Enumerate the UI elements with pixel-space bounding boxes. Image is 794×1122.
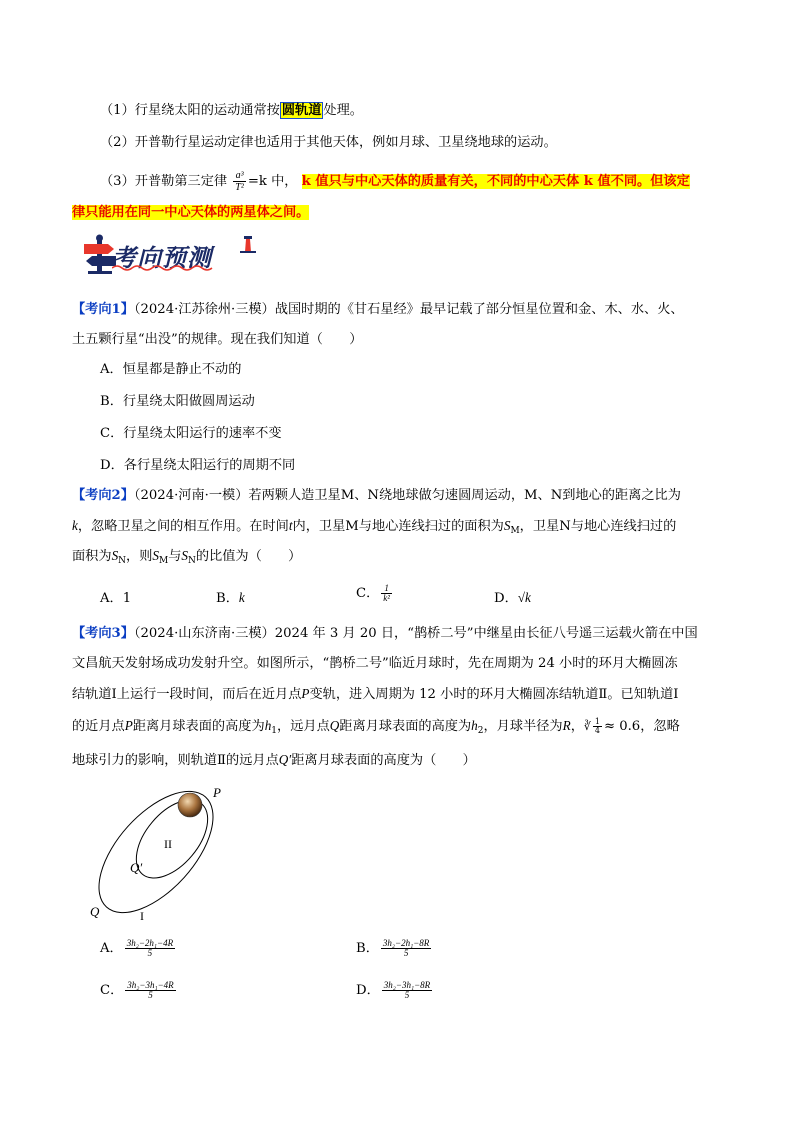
q3-t4k: ， xyxy=(570,719,584,734)
q2-b-label: B． xyxy=(216,591,239,606)
q2-line-2 xyxy=(72,517,676,540)
note-3-cont xyxy=(72,204,309,222)
q3-d-den: 5 xyxy=(404,990,410,1000)
q3-c-frac xyxy=(125,981,175,1000)
orbit-2 xyxy=(123,787,222,891)
lighthouse-icon xyxy=(238,232,258,254)
label-P: P xyxy=(213,785,221,800)
q3-d-label: D． xyxy=(356,983,380,998)
q2-text-1: （2024·河南·一模）若两颗人造卫星M、N绕地球做匀速圆周运动，M、N到地心的距离之比为 xyxy=(133,488,681,503)
q2-c-num: 1 xyxy=(381,584,392,594)
q2-t3g: 的比值为（ ） xyxy=(195,549,302,564)
q2-t3a: 面积为 xyxy=(72,549,112,564)
q3-qp: Q′ xyxy=(278,752,292,767)
q2-sn2: S xyxy=(181,548,188,563)
q3-r: R xyxy=(562,718,571,733)
q3-a-label: A． xyxy=(100,941,123,956)
q3-root-frac xyxy=(593,718,602,735)
section-header xyxy=(78,232,268,274)
q3-root-den: 4 xyxy=(594,726,600,735)
orbit-diagram xyxy=(80,782,240,922)
q2-t2b: ，忽略卫星之间的相互作用。在时间 xyxy=(77,519,289,534)
q2-t3c: ，则 xyxy=(126,549,153,564)
q1-option-a[interactable]: A．恒星都是静止不动的 xyxy=(100,362,242,377)
q3-c-num: 3h₂−3h₁−4R xyxy=(127,980,174,990)
q2-c-frac xyxy=(381,584,392,603)
q2-t2f: ，卫星N与地心连线扫过的 xyxy=(519,519,677,534)
q2-sn: S xyxy=(111,548,119,563)
q2-sm-sub: M xyxy=(510,526,520,536)
q2-c-den: k² xyxy=(383,593,390,603)
q1-line-1 xyxy=(72,301,684,319)
q3-t4e: ，远月点 xyxy=(277,719,330,734)
q2-t3e: 与 xyxy=(168,549,182,564)
q3-t4c: 距离月球表面的高度为 xyxy=(132,719,265,734)
kepler-den: T² xyxy=(235,182,244,193)
q2-sm2: S xyxy=(152,548,159,563)
q1-text-1: （2024·江苏徐州·三模）战国时期的《甘石星经》最早记载了部分恒星位置和金、木、水、火、 xyxy=(133,302,684,317)
moon xyxy=(178,793,202,817)
q2-sm: S xyxy=(503,518,511,533)
q3-option-d[interactable] xyxy=(356,979,434,1000)
q2-line-1 xyxy=(72,487,681,505)
q3-p: P xyxy=(301,686,310,701)
q1-option-c[interactable]: C．行星绕太阳运行的速率不变 xyxy=(100,426,282,441)
q3-c-label: C． xyxy=(100,983,124,998)
note-3-red-b: 律只能用在同一中心天体的两星体之间。 xyxy=(72,205,310,220)
q1-tag: 【考向1】 xyxy=(72,302,134,317)
q3-text-1: （2024·山东济南·三模）2024 年 3 月 20 日，“鹊桥二号”中继星由长征八号遥三运载火箭在中国 xyxy=(133,626,698,641)
label-Q-prime: Q′ xyxy=(130,860,143,875)
q3-h1: h xyxy=(264,718,272,733)
q3-option-c[interactable] xyxy=(100,979,178,1000)
q3-b-label: B． xyxy=(356,941,379,956)
q3-c-den: 5 xyxy=(148,990,153,1000)
q3-b-frac xyxy=(381,939,431,958)
q2-t2d: 内，卫星M与地心连线扫过的面积为 xyxy=(292,519,504,534)
label-I: I xyxy=(140,909,144,922)
q3-t5a: 地球引力的影响，则轨道Ⅱ的远月点 xyxy=(72,753,279,768)
note-1-highlight: 圆轨道 xyxy=(281,103,322,118)
note-1-tail: 处理。 xyxy=(323,103,363,118)
q2-line-3 xyxy=(72,547,301,570)
q3-a-frac xyxy=(125,939,175,958)
q3-t3a: 结轨道Ⅰ上运行一段时间，而后在近月点 xyxy=(72,687,302,702)
orbit-1 xyxy=(80,782,234,922)
label-II: II xyxy=(164,837,172,851)
note-3-red-a: k 值只与中心天体的质量有关，不同的中心天体 k 值不同。但该定 xyxy=(301,174,690,189)
q3-d-frac xyxy=(382,981,432,1000)
q1-option-b[interactable]: B．行星绕太阳做圆周运动 xyxy=(100,394,255,409)
q2-d-label: D． xyxy=(494,591,518,606)
q3-q: Q xyxy=(329,718,340,733)
q3-h2: h xyxy=(471,718,478,733)
q3-t4l: ≈ 0.6，忽略 xyxy=(603,719,680,734)
wavy-underline xyxy=(112,264,232,272)
kepler-rhs: =k 中， xyxy=(247,174,298,189)
q3-line-1 xyxy=(72,625,698,643)
q3-a-den: 5 xyxy=(147,948,153,958)
q2-option-b[interactable] xyxy=(216,587,245,606)
kepler-num: a³ xyxy=(233,170,246,182)
q3-t4g: 距离月球表面的高度为 xyxy=(339,719,472,734)
kepler-fraction xyxy=(233,170,246,193)
q3-a-num: 3h₂−2h₁−4R xyxy=(126,938,174,948)
q1-option-d[interactable]: D．各行星绕太阳运行的周期不同 xyxy=(100,458,296,473)
q3-line-3 xyxy=(72,685,679,704)
note-3-text: （3）开普勒第三定律 xyxy=(100,174,228,189)
q2-d-val: √k xyxy=(517,590,531,605)
q3-option-a[interactable] xyxy=(100,937,177,958)
q3-root-num: 1 xyxy=(594,717,600,726)
q3-p2: P xyxy=(124,718,133,733)
q2-tag: 【考向2】 xyxy=(72,488,134,503)
q3-t5c: 距离月球表面的高度为（ ） xyxy=(291,753,476,768)
q2-c-label: C． xyxy=(356,586,380,601)
q3-line-5 xyxy=(72,751,476,770)
q2-k: k xyxy=(72,518,78,533)
q3-line-2: 文昌航天发射场成功发射升空。如图所示，“鹊桥二号”临近月球时，先在周期为 24 小时的环月大椭圆冻 xyxy=(72,656,678,671)
q2-sn2-sub: N xyxy=(188,556,196,566)
q2-option-d[interactable] xyxy=(494,587,531,606)
q2-option-a[interactable]: A．1 xyxy=(100,591,132,606)
label-Q: Q xyxy=(90,904,100,919)
q3-h2-sub: 2 xyxy=(477,726,484,736)
q3-d-num: 3h₂−3h₁−8R xyxy=(383,980,431,990)
note-2: （2）开普勒行星运动定律也适用于其他天体，例如月球、卫星绕地球的运动。 xyxy=(100,135,557,150)
q3-line-4 xyxy=(72,717,680,740)
q3-t3c: 变轨，进入周期为 12 小时的环月大椭圆冻结轨道Ⅱ。已知轨道Ⅰ xyxy=(309,687,679,702)
note-1-text: （1）行星绕太阳的运动通常按 xyxy=(100,103,280,118)
q3-t4a: 的近月点 xyxy=(72,719,125,734)
q3-b-num: 3h₂−2h₁−8R xyxy=(382,938,430,948)
q2-t: t xyxy=(288,518,293,533)
note-3 xyxy=(100,170,690,193)
section-title: 考向预测 xyxy=(112,244,212,272)
q3-root: ∛ xyxy=(583,720,591,733)
q3-t4i: ，月球半径为 xyxy=(483,719,563,734)
q1-line-2: 土五颗行星“出没”的规律。现在我们知道（ ） xyxy=(72,332,363,347)
q2-b-val: k xyxy=(238,590,245,605)
q2-sn-sub: N xyxy=(118,556,127,566)
q3-b-den: 5 xyxy=(403,948,409,958)
q2-sm2-sub: M xyxy=(159,556,169,566)
q3-option-b[interactable] xyxy=(356,937,433,958)
q2-option-c[interactable] xyxy=(356,582,394,603)
note-1 xyxy=(100,102,363,120)
q3-tag: 【考向3】 xyxy=(72,626,134,641)
q3-h1-sub: 1 xyxy=(271,726,278,736)
